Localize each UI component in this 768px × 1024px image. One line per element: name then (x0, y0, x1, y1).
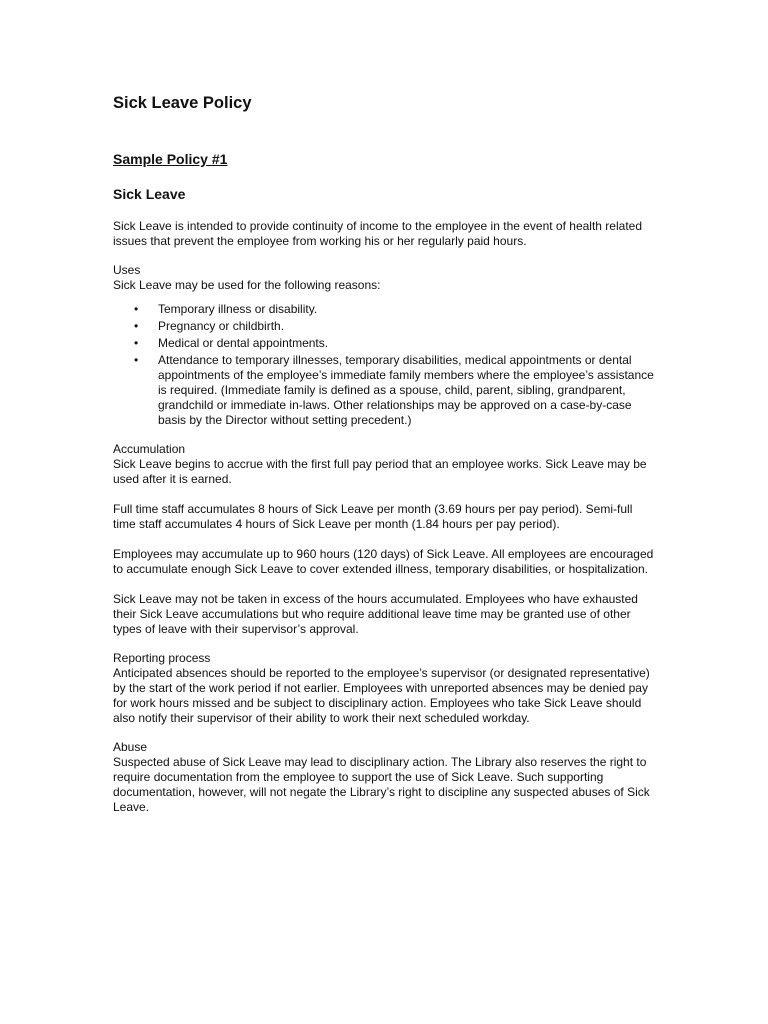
accumulation-section (113, 442, 658, 637)
uses-list (113, 302, 658, 428)
document-body (113, 92, 658, 815)
abuse-section (113, 740, 658, 815)
accumulation-paragraph-2: Full time staff accumulates 8 hours of Sick Leave per month (3.69 hours per pay period). Semi-full time staff accumulates 4 hours of Sick Leave per month (1.84 hours per pay period). (113, 502, 633, 531)
document-title: Sick Leave Policy (113, 94, 252, 112)
uses-section (113, 263, 658, 428)
bullet-dot: • (134, 302, 139, 316)
list-item (113, 336, 658, 351)
reporting-section (113, 651, 658, 726)
list-item (113, 302, 658, 317)
uses-lead: Sick Leave may be used for the following reasons: (113, 278, 381, 292)
intro-paragraph: Sick Leave is intended to provide continuity of income to the employee in the event of health related issues that prevent the employee from working his or her regularly paid hours. (113, 219, 642, 248)
abuse-label: Abuse (113, 740, 148, 754)
uses-label: Uses (113, 263, 141, 277)
bullet-dot: • (134, 353, 139, 367)
list-item-text: Temporary illness or disability. (158, 302, 318, 316)
policy-subtitle: Sample Policy #1 (113, 151, 228, 167)
accumulation-paragraph-1: Sick Leave begins to accrue with the first full pay period that an employee works. Sick Leave may be used after it is earned. (113, 457, 647, 486)
accumulation-paragraph-4: Sick Leave may not be taken in excess of the hours accumulated. Employees who have exhausted their Sick Leave accumulations but who require additional leave time may be granted use of other types of leave with their supervisor’s approval. (113, 592, 638, 636)
section-heading: Sick Leave (113, 186, 186, 202)
list-item-text: Pregnancy or childbirth. (158, 319, 285, 333)
reporting-label: Reporting process (113, 651, 211, 665)
accumulation-label: Accumulation (113, 442, 186, 456)
list-item (113, 353, 658, 428)
accumulation-paragraph-3: Employees may accumulate up to 960 hours (120 days) of Sick Leave. All employees are encouraged to accumulate enough Sick Leave to cover extended illness, temporary disabilities, or hospitalization. (113, 547, 654, 576)
abuse-paragraph: Suspected abuse of Sick Leave may lead to disciplinary action. The Library also reserves the right to require documentation from the employee to support the use of Sick Leave. Such supporting documentation, however, will not negate the Library’s right to discipline any suspected abuses of Sick Leave. (113, 755, 650, 814)
list-item-text: Attendance to temporary illnesses, temporary disabilities, medical appointments or dental appointments of the employee’s immediate family members where the employee’s assistance is required. (Immediate family is defined as a spouse, child, parent, sibling, grandparent, grandchild or immediate in-laws. Other relationships may be approved on a case-by-case basis by the Director without setting precedent.) (158, 353, 654, 427)
bullet-dot: • (134, 336, 139, 350)
bullet-dot: • (134, 319, 139, 333)
reporting-paragraph: Anticipated absences should be reported to the employee’s supervisor (or designated representative) by the start of the work period if not earlier. Employees with unreported absences may be denied pay for work hours missed and be subject to disciplinary action. Employees who take Sick Leave should also notify their supervisor of their ability to work their next scheduled workday. (113, 666, 650, 725)
list-item-text: Medical or dental appointments. (158, 336, 329, 350)
list-item (113, 319, 658, 334)
